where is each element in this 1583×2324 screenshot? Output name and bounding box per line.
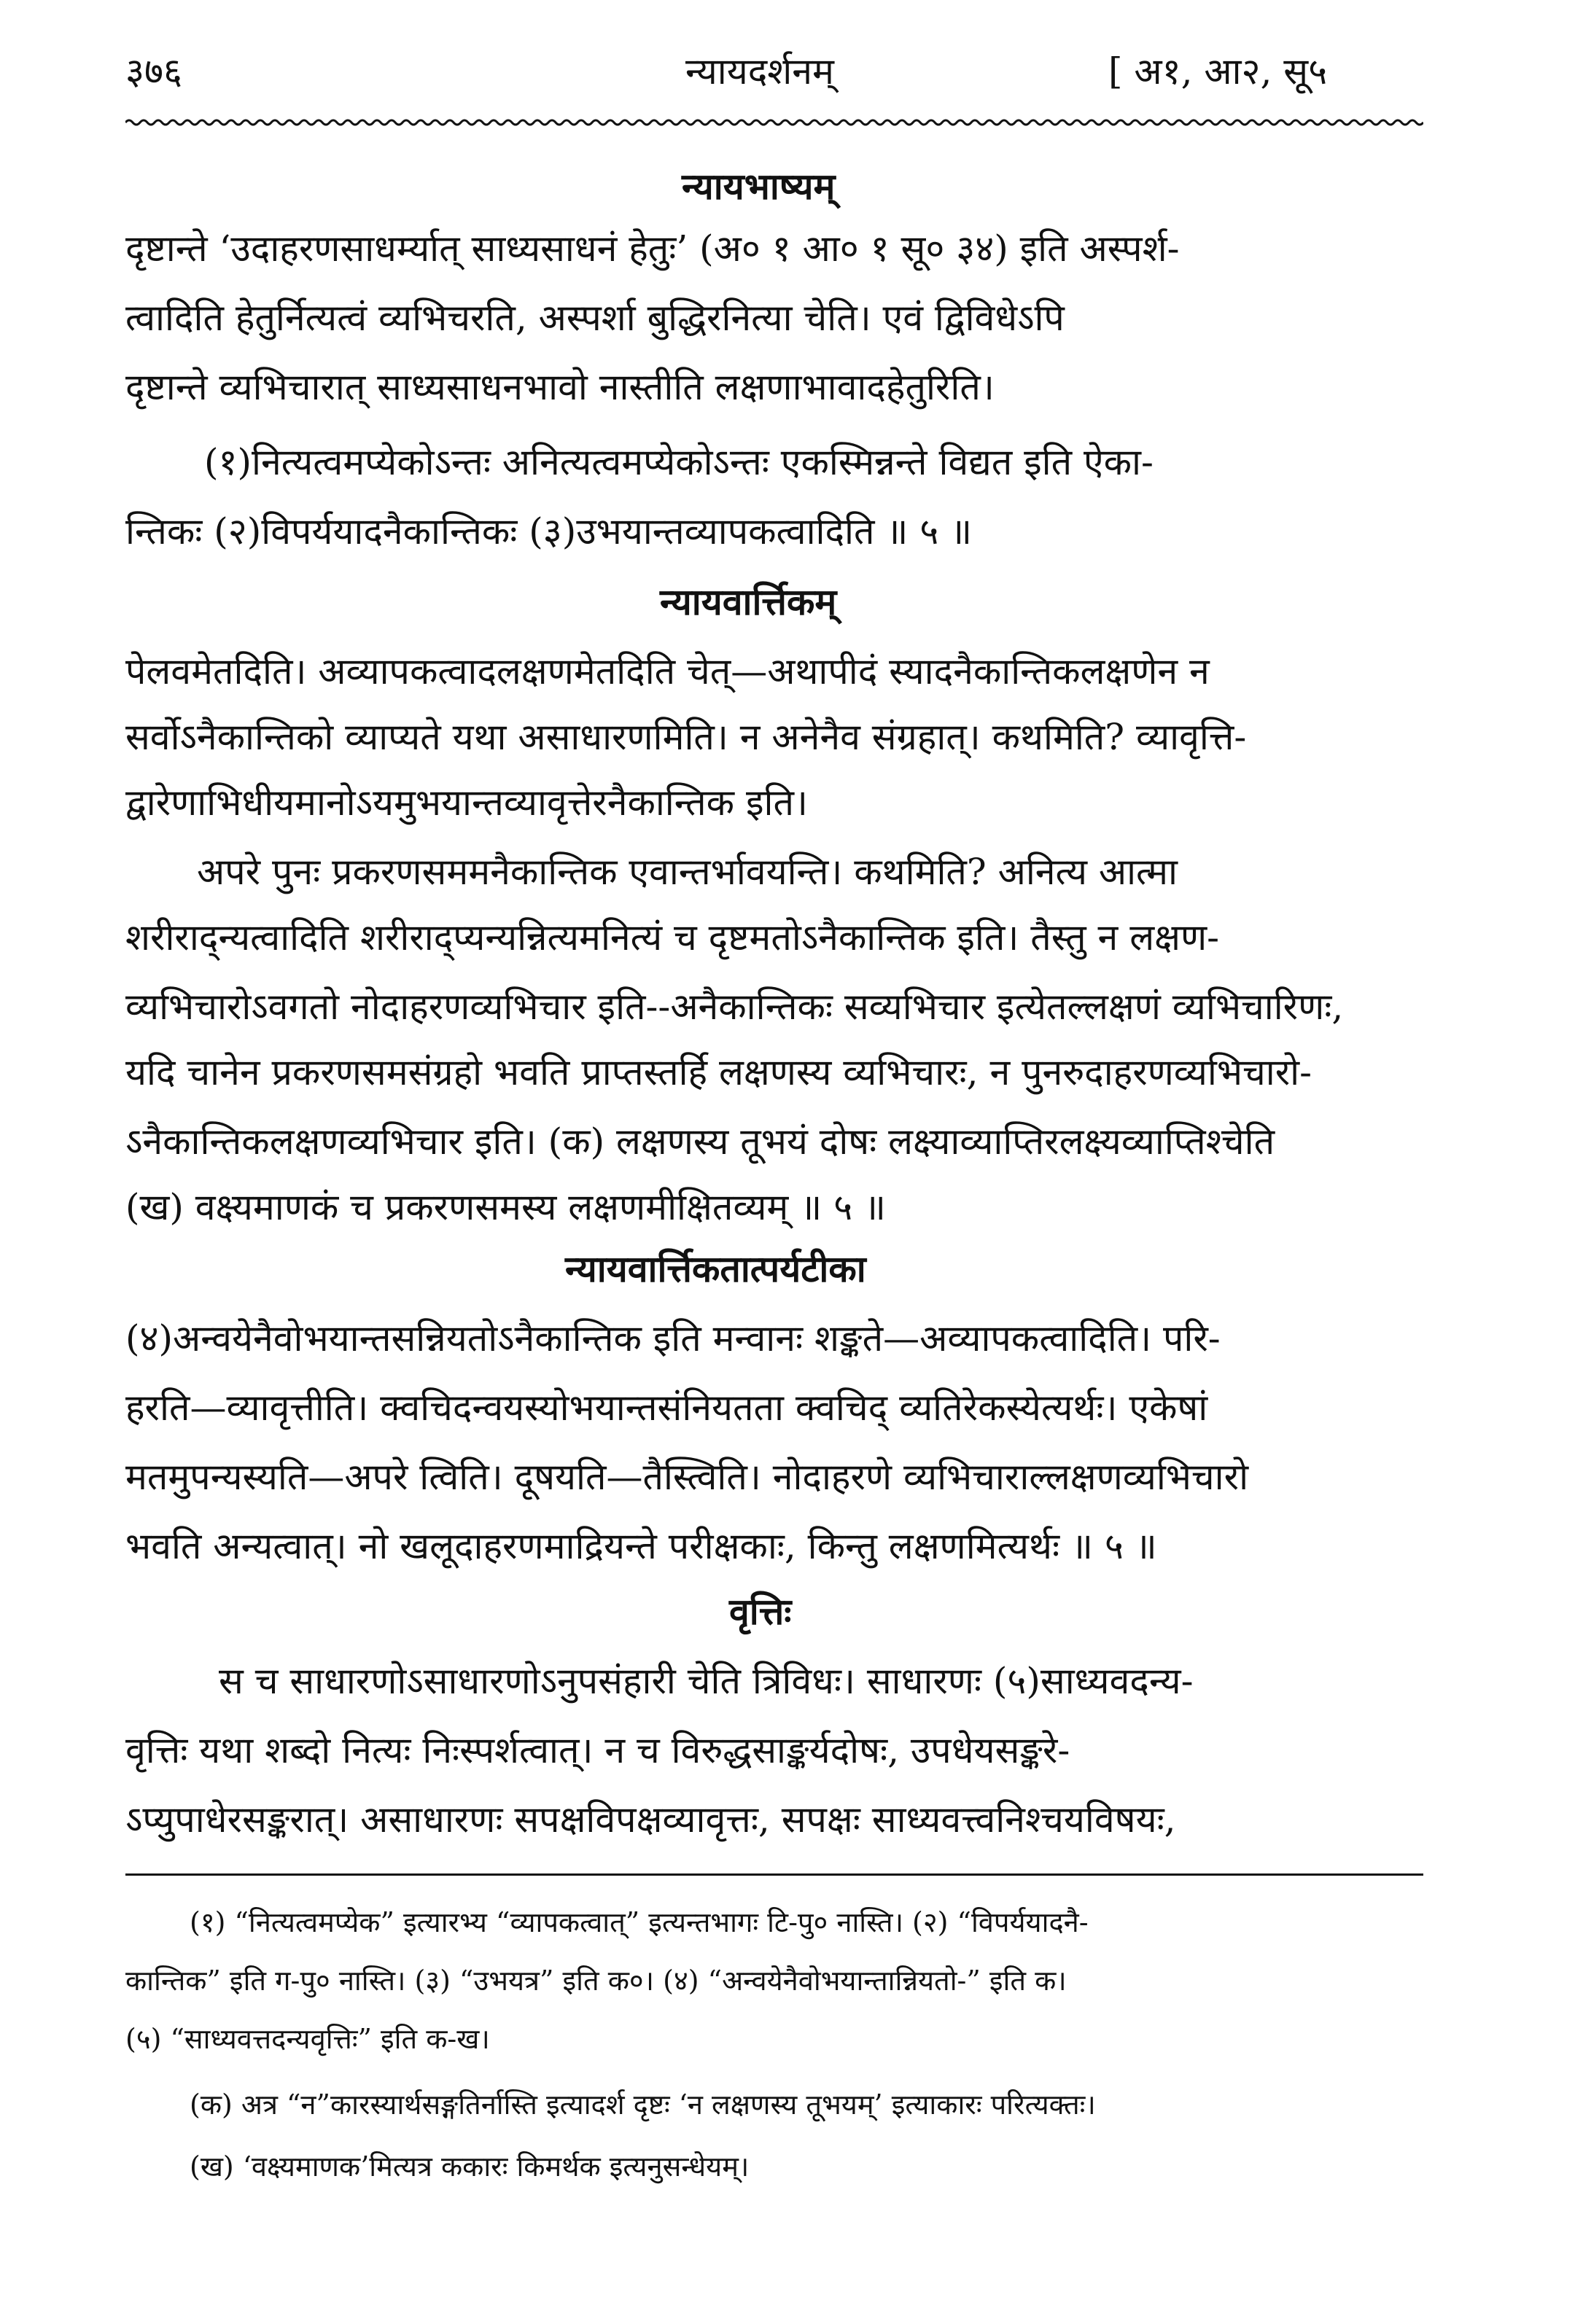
section-title-tika: न्यायवार्त्तिकतात्पर्यटीका bbox=[565, 1247, 866, 1290]
vritti-line: स च साधारणोऽसाधारणोऽनुपसंहारी चेति त्रिविधः। साधारणः (५)साध्यवदन्य- bbox=[219, 1660, 1194, 1702]
vartika-line: व्यभिचारोऽवगतो नोदाहरणव्यभिचार इति--अनैकान्तिकः सव्यभिचार इत्येतल्लक्षणं व्यभिचारिणः, bbox=[125, 986, 1344, 1028]
tika-line: हरति—व्यावृत्तीति। क्वचिदन्वयस्योभयान्तसंनियतता क्वचिद् व्यतिरेकस्येत्यर्थः। एकेषां bbox=[125, 1387, 1208, 1429]
section-title-bhashya: न्यायभाष्यम् bbox=[682, 165, 836, 208]
footnote-line: (५) “साध्यवत्तदन्यवृत्तिः” इति क-ख। bbox=[125, 2023, 490, 2055]
vartika-line: पेलवमेतदिति। अव्यापकत्वादलक्षणमेतदिति चेत्—अथापीदं स्यादनैकान्तिकलक्षणेन न bbox=[125, 650, 1210, 693]
header-wavy-rule bbox=[125, 117, 1423, 128]
footnote-line: (ख) ‘वक्ष्यमाणक’मित्यत्र ककारः किमर्थक इत्यनुसन्धेयम्। bbox=[190, 2151, 750, 2183]
vartika-line: द्वारेणाभिधीयमानोऽयमुभयान्तव्यावृत्तेरनैकान्तिक इति। bbox=[125, 781, 808, 824]
tika-line: भवति अन्यत्वात्। नो खलूदाहरणमाद्रियन्ते परीक्षकाः, किन्तु लक्षणमित्यर्थः ॥ ५ ॥ bbox=[125, 1525, 1157, 1567]
footnote-line: (क) अत्र “न”कारस्यार्थसङ्गतिर्नास्ति इत्यादर्श दृष्टः ‘न लक्षणस्य तूभयम्’ इत्याकारः परित्यक्तः। bbox=[190, 2089, 1096, 2121]
vartika-line: ऽनैकान्तिकलक्षणव्यभिचार इति। (क) लक्षणस्य तूभयं दोषः लक्ष्याव्याप्तिरलक्ष्यव्याप्तिश्चेति bbox=[125, 1120, 1275, 1163]
page-number: ३७६ bbox=[125, 50, 182, 93]
vritti-line: वृत्तिः यथा शब्दो नित्यः निःस्पर्शत्वात्। न च विरुद्धसाङ्कर्यदोषः, उपधेयसङ्करे- bbox=[125, 1729, 1070, 1771]
vritti-line: ऽप्युपाधेरसङ्करात्। असाधारणः सपक्षविपक्षव्यावृत्तः, सपक्षः साध्यवत्त्वनिश्चयविषयः, bbox=[125, 1798, 1176, 1841]
vartika-line: सर्वोऽनैकान्तिको व्याप्यते यथा असाधारणमिति। न अनेनैव संग्रहात्। कथमिति? व्यावृत्ति- bbox=[125, 716, 1247, 758]
chapter-reference: [ अ१, आ२, सू५ bbox=[1108, 50, 1328, 93]
running-title: न्यायदर्शनम् bbox=[685, 50, 834, 93]
bhashya-line: त्वादिति हेतुर्नित्यत्वं व्यभिचरति, अस्पर्शा बुद्धिरनित्या चेति। एवं द्विविधेऽपि bbox=[125, 297, 1065, 339]
vartika-line: यदि चानेन प्रकरणसमसंग्रहो भवति प्राप्तस्तर्हि लक्षणस्य व्यभिचारः, न पुनरुदाहरणव्यभिचारो- bbox=[125, 1051, 1312, 1093]
tika-line: मतमुपन्यस्यति—अपरे त्विति। दूषयति—तैस्त्विति। नोदाहरणे व्यभिचाराल्लक्षणव्यभिचारो bbox=[125, 1456, 1249, 1498]
footnote-line: (१) “नित्यत्वमप्येक” इत्यारभ्य “व्यापकत्वात्” इत्यन्तभागः टि-पु० नास्ति। (२) “विपर्ययादनै- bbox=[190, 1906, 1089, 1938]
footnote-divider bbox=[125, 1873, 1423, 1876]
bhashya-line: (१)नित्यत्वमप्येकोऽन्तः अनित्यत्वमप्येकोऽन्तः एकस्मिन्नन्ते विद्यत इति ऐका- bbox=[204, 441, 1154, 483]
vartika-line: अपरे पुनः प्रकरणसममनैकान्तिक एवान्तर्भावयन्ति। कथमिति? अनित्य आत्मा bbox=[197, 851, 1178, 893]
vartika-line: (ख) वक्ष्यमाणकं च प्रकरणसमस्य लक्षणमीक्षितव्यम् ॥ ५ ॥ bbox=[125, 1186, 886, 1228]
section-title-vartika: न्यायवार्त्तिकम् bbox=[660, 580, 837, 623]
bhashya-line: न्तिकः (२)विपर्ययादनैकान्तिकः (३)उभयान्तव्यापकत्वादिति ॥ ५ ॥ bbox=[125, 510, 973, 553]
section-title-vritti: वृत्तिः bbox=[729, 1590, 792, 1633]
tika-line: (४)अन्वयेनैवोभयान्तसन्नियतोऽनैकान्तिक इति मन्वानः शङ्कते—अव्यापकत्वादिति। परि- bbox=[125, 1317, 1221, 1360]
footnote-line: कान्तिक” इति ग-पु० नास्ति। (३) “उभयत्र” इति क०। (४) “अन्वयेनैवोभयान्तान्नियतो-” इति क। bbox=[125, 1965, 1067, 1997]
bhashya-line: दृष्टान्ते ‘उदाहरणसाधर्म्यात् साध्यसाधनं हेतुः’ (अ० १ आ० १ सू० ३४) इति अस्पर्श- bbox=[125, 227, 1180, 270]
bhashya-line: दृष्टान्ते व्यभिचारात् साध्यसाधनभावो नास्तीति लक्षणाभावादहेतुरिति। bbox=[125, 366, 995, 408]
vartika-line: शरीराद्न्यत्वादिति शरीराद्प्यन्यन्नित्यमनित्यं च दृष्टमतोऽनैकान्तिक इति। तैस्तु न लक्षण- bbox=[125, 916, 1219, 959]
